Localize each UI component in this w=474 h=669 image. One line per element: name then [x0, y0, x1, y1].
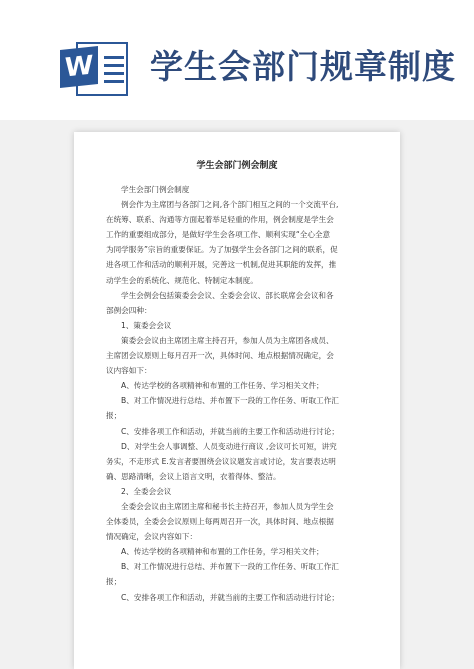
document-line: B、对工作情况进行总结、并布置下一段的工作任务、听取工作汇: [121, 562, 339, 572]
document-line: C、安排各项工作和活动，并就当前的主要工作和活动进行讨论；: [121, 426, 339, 436]
document-line: 进各项工作和活动的顺利开展，完善这一机制,促进其职能的发挥，推: [106, 260, 337, 270]
document-line: D、对学生会人事调整、人员变动进行商议 ,会议可长可短，讲究: [121, 441, 337, 451]
document-line: 情况确定，会议内容如下：: [106, 532, 198, 542]
document-line: 动学生会的系统化、规范化、特制定本制度。: [106, 275, 258, 285]
document-line: 学生会例会包括策委会会议、全委会会议、部长联席会会议和各: [121, 290, 334, 300]
document-line: 1、策委会会议: [121, 320, 172, 330]
document-line: 报；: [106, 577, 122, 587]
document-line: 为同学服务”宗旨的重要保证。为了加强学生会各部门之间的联系，促: [106, 245, 338, 255]
word-icon: [60, 38, 130, 96]
document-line: 策委会会议由主席团主席主持召开，参加人员为主席团各成员、: [121, 335, 334, 345]
document-body: [106, 182, 376, 605]
document-page: [74, 132, 400, 669]
banner-title: 学生会部门规章制度: [150, 47, 456, 86]
document-title: 学生会部门例会制度: [196, 161, 278, 171]
document-line: A、传达学校的各项精神和布置的工作任务，学习相关文件；: [121, 547, 324, 557]
banner: [0, 0, 474, 120]
document-line: B、对工作情况进行总结、并布置下一段的工作任务、听取工作汇: [121, 396, 339, 406]
document-line: 全体委员，全委会会议原则上每两周召开一次，具体时间、地点根据: [106, 517, 334, 527]
document-line: 部例会四种：: [106, 305, 152, 315]
document-line: 主席团会议原则上每月召开一次，具体时间、地点根据情况确定，会: [106, 351, 334, 361]
document-line: 报；: [106, 411, 122, 421]
document-line: 学生会部门例会制度: [121, 185, 190, 194]
document-line: A、传达学校的各项精神和布置的工作任务、学习相关文件；: [121, 381, 324, 391]
document-line: 2、全委会会议: [121, 486, 172, 496]
document-line: 工作的重要组成部分，是做好学生会各项工作、顺利实现“全心全意: [106, 230, 331, 240]
document-line: 例会作为主席团与各部门之间,各个部门相互之间的一个交流平台,: [121, 200, 339, 210]
word-logo-badge: W: [60, 46, 98, 88]
document-line: 在统筹、联系、沟通等方面起着举足轻重的作用，例会制度是学生会: [106, 215, 334, 225]
document-line: 议内容如下：: [106, 366, 152, 376]
document-line: C、安排各项工作和活动，并就当前的主要工作和活动进行讨论；: [121, 592, 339, 602]
document-line: 全委会会议由主席团主席和秘书长主持召开，参加人员为学生会: [121, 501, 334, 511]
document-line: 务实，不走形式 E.发言者要围绕会议议题发言或讨论，发言要表达明: [106, 456, 336, 466]
document-line: 确、思路清晰，会议上语言文明，衣着得体、整洁。: [106, 471, 281, 481]
